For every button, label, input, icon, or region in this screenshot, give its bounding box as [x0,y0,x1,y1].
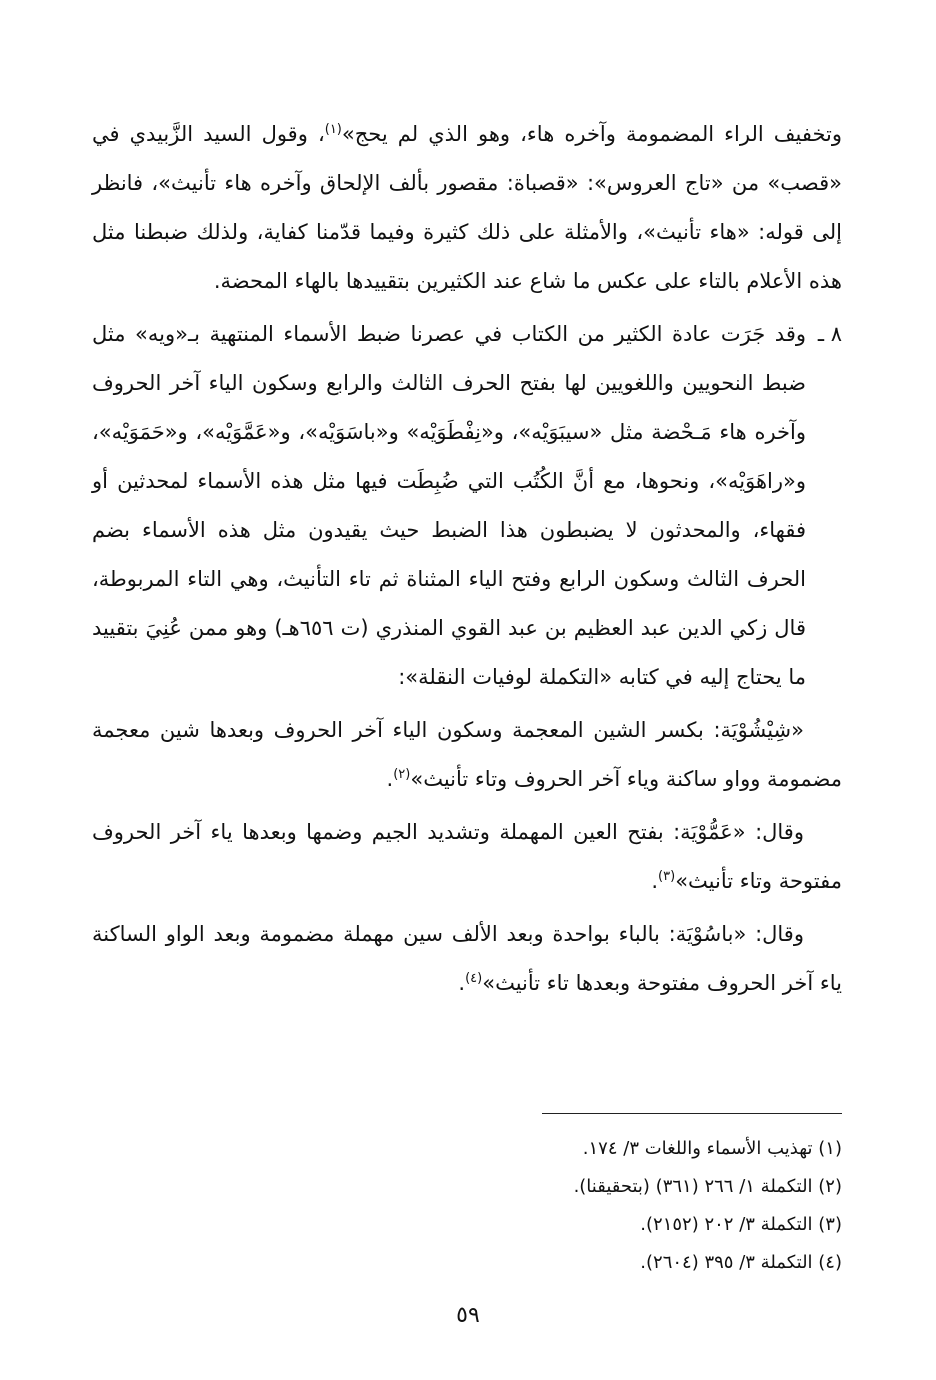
main-text [92,110,842,1008]
footnote-ref-4[interactable]: (٤) [465,971,483,986]
punctuation: . [386,767,394,791]
footnote-ref-1[interactable]: (١) [324,122,342,137]
footnote-4: (٤) التكملة ٣/ ٣٩٥ (٢٦٠٤). [640,1252,842,1273]
footnote-1: (١) تهذيب الأسماء واللغات ٣/ ١٧٤. [582,1138,842,1159]
footnotes [102,1130,842,1282]
quote-shishawayh [92,706,842,804]
quote-basawayh [92,910,842,1008]
list-item-8 [92,310,842,702]
page-number: ٥٩ [456,1303,480,1328]
punctuation: . [651,869,659,893]
footnote-3: (٣) التكملة ٣/ ٢٠٢ (٢١٥٢). [640,1214,842,1235]
quote-text: «شِيْشُوْيَة: بكسر الشين المعجمة وسكون الياء آخر الحروف وبعدها شين معجمة مضمومة وواو ساكنة وياء آخر الحروف وتاء تأنيث» [92,718,842,791]
quote-text: وقال: «عَمُّوْيَة: بفتح العين المهملة وتشديد الجيم وضمها وبعدها ياء آخر الحروف مفتوحة وتاء تأنيث» [92,820,842,893]
footnote-ref-3[interactable]: (٣) [658,869,676,884]
footnote-divider [542,1113,842,1114]
paragraph-continuation [92,110,842,306]
quote-ammawayh [92,808,842,906]
paragraph-text: ، وقول السيد الزَّبيدي في «قصب» من «تاج العروس»: «قصباة: مقصور بألف الإلحاق وآخره هاء تأنيث»، فانظر إلى قوله: «هاء تأنيث»، والأمثلة على ذلك كثيرة وفيما قدّمنا كفاية، ولذلك ضبطنا مثل هذه الأعلام بالتاء على عكس ما شاع عند الكثيرين بتقييدها بالهاء المحضة. [92,122,842,293]
footnote-ref-2[interactable]: (٢) [393,767,411,782]
list-item-number: ٨ ـ [817,322,842,346]
quote-text: وقال: «باسُوْيَة: بالباء بواحدة وبعد الألف سين مهملة مضمومة وبعد الواو الساكنة ياء آخر الحروف مفتوحة وبعدها تاء تأنيث» [92,922,842,995]
footnote-2: (٢) التكملة ١/ ٢٦٦ (٣٦١) (بتحقيقنا). [573,1176,842,1197]
paragraph-text: وتخفيف الراء المضمومة وآخره هاء، وهو الذي لم يحج» [341,122,842,146]
punctuation: . [458,971,466,995]
list-item-text: وقد جَرَت عادة الكثير من الكتاب في عصرنا ضبط الأسماء المنتهية بـ«ويه» مثل ضبط النحويين واللغويين لها بفتح الحرف الثالث والرابع وسكون الياء آخر الحروف وآخره هاء مَـحْضة مثل «سيبَوَيْه»، و«نِفْطَوَيْه» و«باسَوَيْه»، و«عَمَّوَيْه»، و«حَمَوَيْه»، و«راهَوَيْه»، ونحوها، مع أنَّ الكُتُب التي ضُبِطَت فيها مثل هذه الأسماء لمحدثين أو فقهاء، والمحدثون لا يضبطون هذا الضبط حيث يقيدون مثل هذه الأسماء بضم الحرف الثالث وسكون الرابع وفتح الياء المثناة ثم تاء التأنيث، وهي التاء المربوطة، قال زكي الدين عبد العظيم بن عبد القوي المنذري (ت ٦٥٦هـ) وهو ممن عُنِيَ بتقييد ما يحتاج إليه في كتابه «التكملة لوفيات النقلة»: [92,322,806,689]
